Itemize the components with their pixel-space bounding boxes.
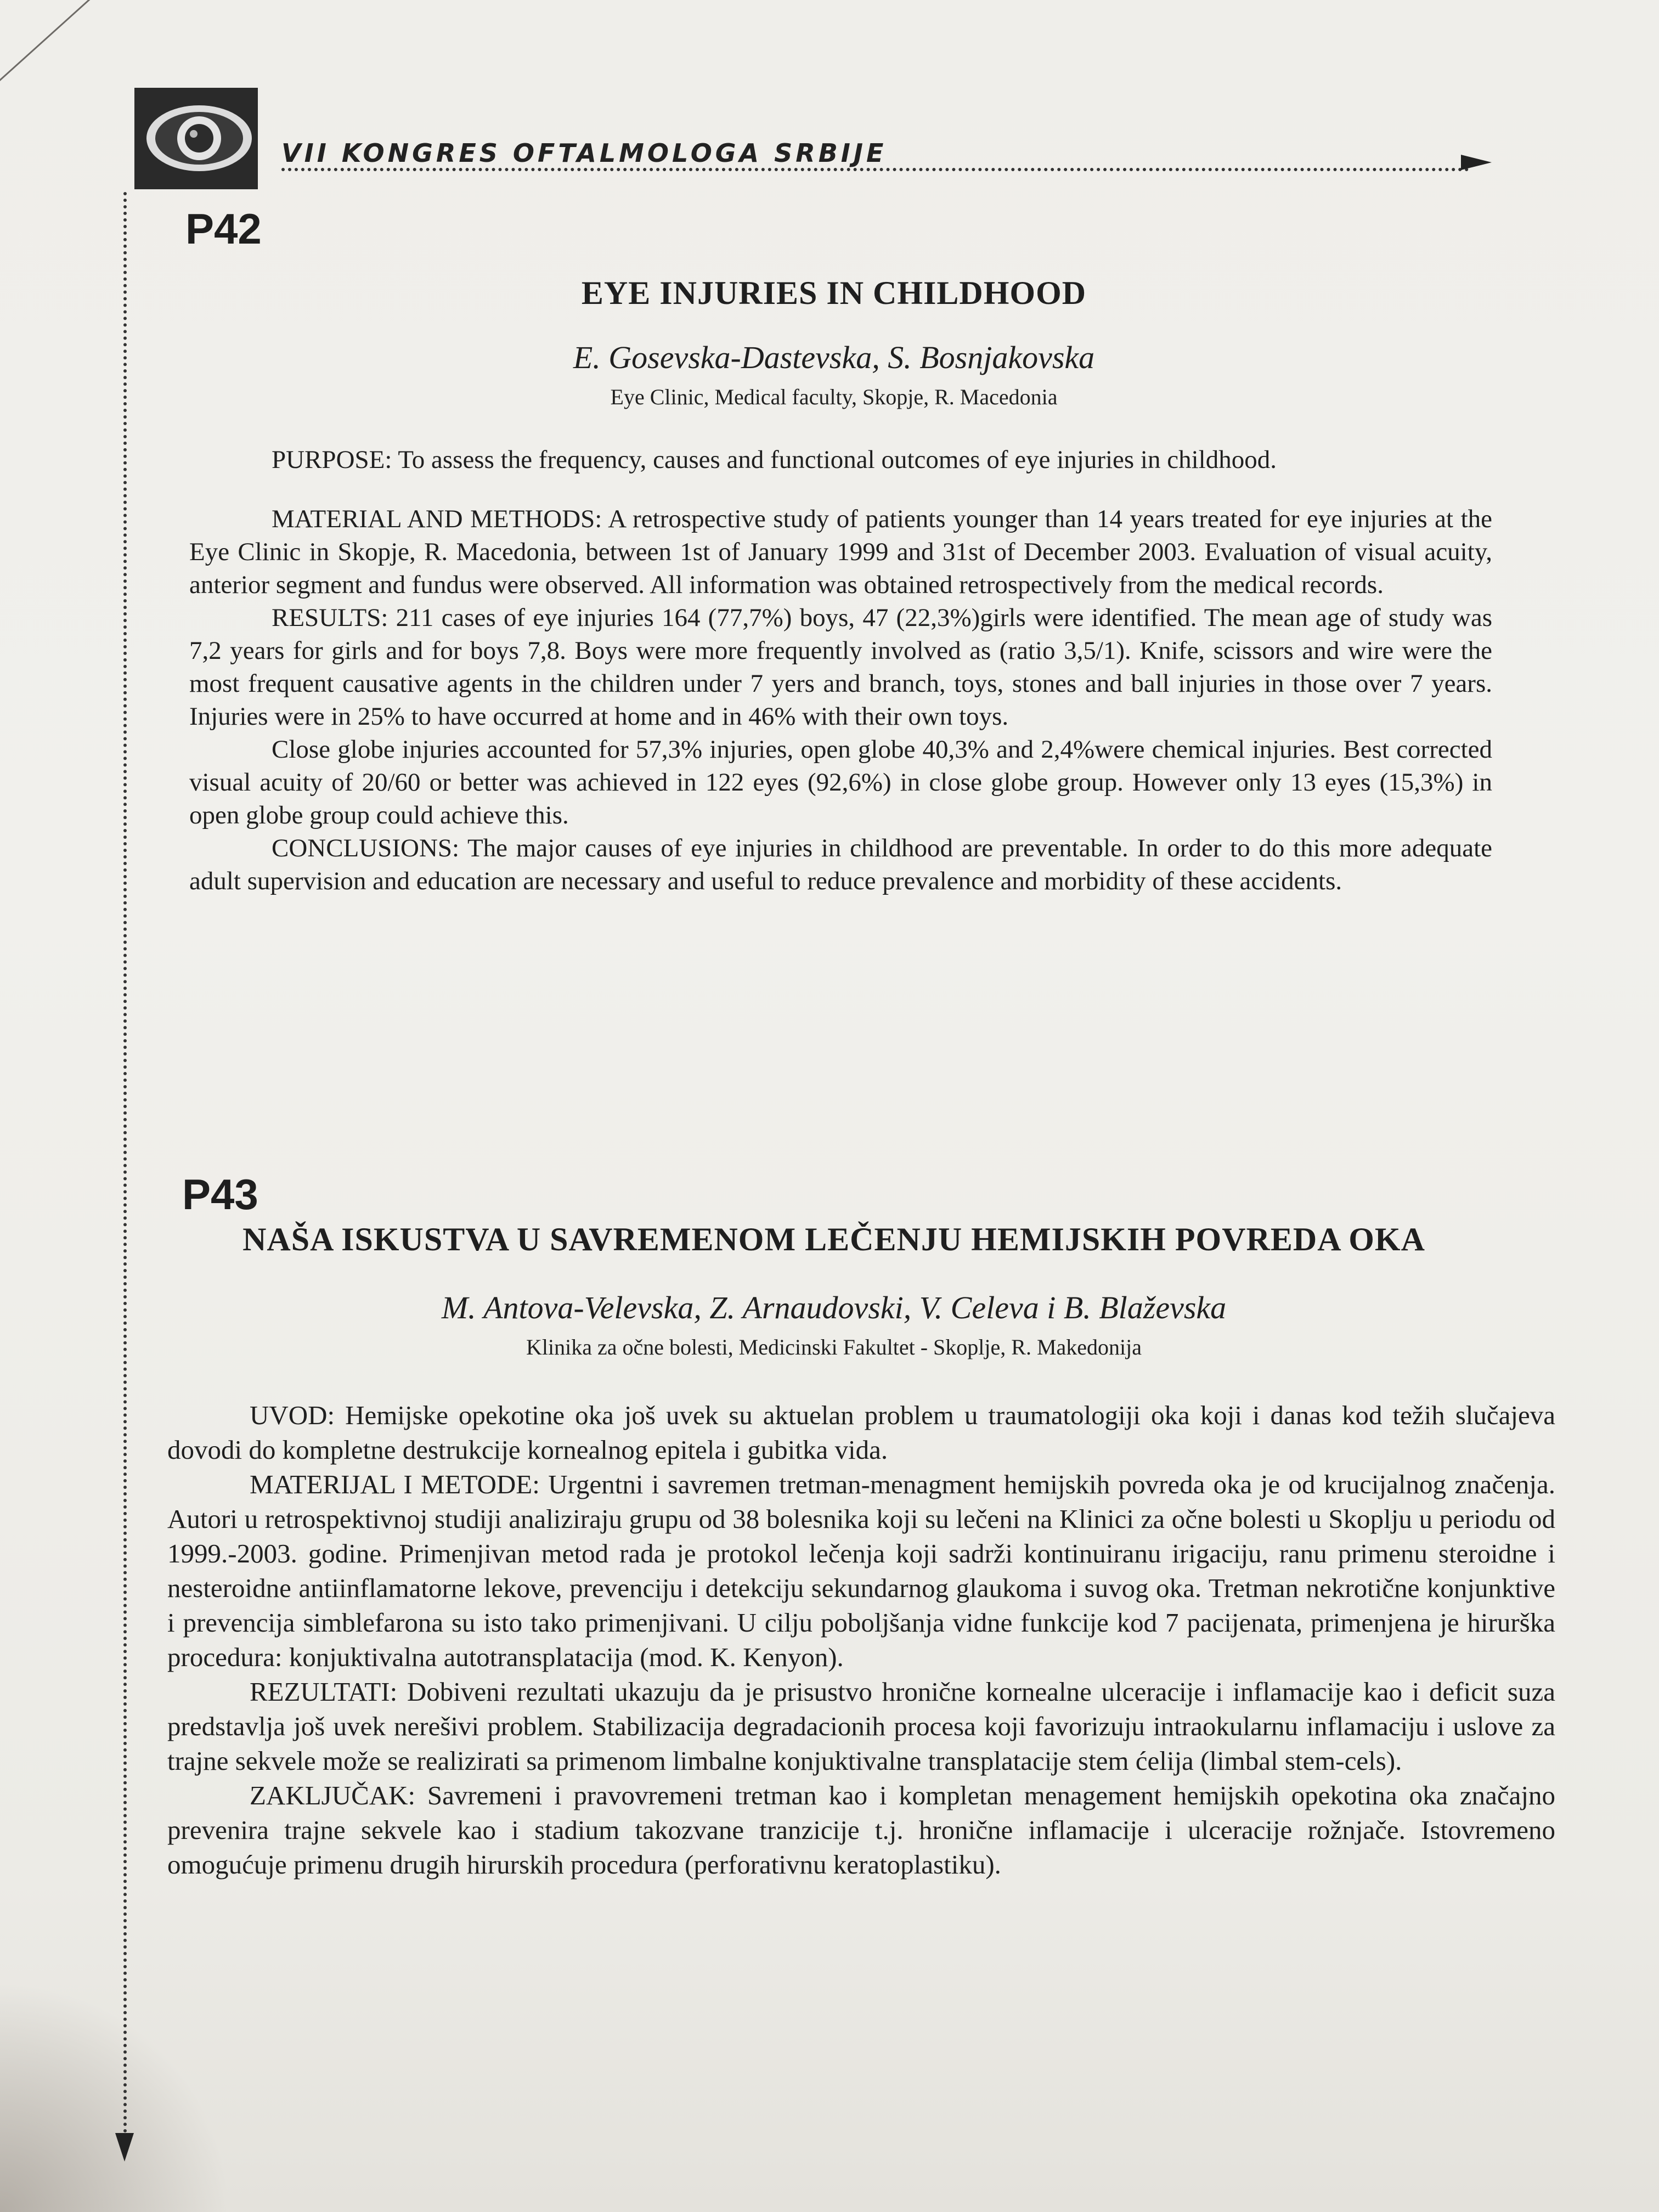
arrow-right-icon [1461, 155, 1492, 170]
abstract-authors-p42: E. Gosevska-Dastevska, S. Bosnjakovska [573, 340, 1095, 375]
abstract-code-p43: P43 [182, 1170, 258, 1218]
header-dotted-rule [281, 168, 1469, 171]
margin-dotted-rule [123, 192, 127, 2134]
paragraph-zakljucak: ZAKLJUČAK: Savremeni i pravovremeni tretman kao i kompletan menagement hemijskih opekotina oka značajno prevenira trajne sekvele kao i stadium takozvane tranzicije t.j. hronične inflamacije i ulceracije rožnjače. Istovremeno omogućuje primenu drugih hirurskih procedura (perforativnu keratoplastiku). [167, 1780, 1555, 1880]
fold-line [0, 0, 191, 100]
abstract-affiliation-p42: Eye Clinic, Medical faculty, Skopje, R. Macedonia [610, 385, 1058, 409]
paragraph-rezultati: REZULTATI: Dobiveni rezultati ukazuju da je prisustvo hronične kornealne ulceracije i inflamacije kao i deficit suza predstavlja još uvek nerešivi problem. Stabilizacija degradacionih procesa koji favorizuju intraokularnu inflamaciju i uslove za trajne sekvele može se realizirati sa primenom limbalne konjuktivalne transplatacije stem ćelija (limbal stem-cels). [167, 1677, 1555, 1776]
arrow-down-icon [115, 2133, 134, 2162]
page-shadow [0, 1982, 230, 2212]
abstract-title-p43: NAŠA ISKUSTVA U SAVREMENOM LEČENJU HEMIJSKIH POVREDA OKA [242, 1221, 1425, 1257]
abstract-body-p43 [167, 1398, 1555, 1882]
abstract-authors-p43: M. Antova-Velevska, Z. Arnaudovski, V. Celeva i B. Blaževska [441, 1290, 1227, 1325]
page-header [134, 88, 1484, 187]
abstract-title-p42: EYE INJURIES IN CHILDHOOD [581, 275, 1087, 311]
journal-title: VII KONGRES OFTALMOLOGA SRBIJE [281, 138, 887, 168]
abstract-code-p42: P42 [185, 205, 262, 253]
paragraph-uvod: UVOD: Hemijske opekotine oka još uvek su aktuelan problem u traumatologiji oka koji i danas kod težih slučajeva dovodi do kompletne destrukcije kornealnog epitela i gubitka vida. [167, 1400, 1555, 1465]
paragraph-methods: MATERIAL AND METHODS: A retrospective study of patients younger than 14 years treated for eye injuries at the Eye Clinic in Skopje, R. Macedonia, between 1st of January 1999 and 31st of December 2003. Evaluation of visual acuity, anterior segment and fundus were observed. All information was obtained retrospectively from the medical records. [189, 505, 1492, 599]
paragraph-results: RESULTS: 211 cases of eye injuries 164 (77,7%) boys, 47 (22,3%)girls were identified. The mean age of study was 7,2 years for girls and for boys 7,8. Boys were more frequently involved as (ratio 3,5/1). Knife, scissors and wire were the most frequent causative agents in the children under 7 yers and branch, toys, stones and ball injuries in those over 7 years. Injuries were in 25% to have occurred at home and in 46% with their own toys. [189, 603, 1492, 731]
paragraph-purpose: PURPOSE: To assess the frequency, causes and functional outcomes of eye injuries in childhood. [272, 445, 1277, 474]
abstract-affiliation-p43: Klinika za očne bolesti, Medicinski Fakultet - Skoplje, R. Makedonija [526, 1335, 1142, 1359]
eye-logo-icon [134, 88, 258, 189]
abstract-body-p42 [189, 443, 1492, 898]
paragraph-conclusions: CONCLUSIONS: The major causes of eye injuries in childhood are preventable. In order to do this more adequate adult supervision and education are necessary and useful to reduce prevalence and morbidity of these accidents. [189, 834, 1492, 895]
paragraph-close-globe: Close globe injuries accounted for 57,3% injuries, open globe 40,3% and 2,4%were chemical injuries. Best corrected visual acuity of 20/60 or better was achieved in 122 eyes (92,6%) in close globe group. However only 13 eyes (15,3%) in open globe group could achieve this. [189, 735, 1492, 830]
paragraph-materijal: MATERIJAL I METODE: Urgentni i savremen tretman-menagment hemijskih povreda oka je od krucijalnog značenja. Autori u retrospektivnoj studiji analiziraju grupu od 38 bolesnika koji su lečeni na Klinici za očne bolesti u Skoplju u periodu od 1999.-2003. godine. Primenjivan metod rada je protokol lečenja koji sadrži kontinuiranu irigaciju, ranu primenu steroidne i nesteroidne antiinflamatorne lekove, prevenciju i detekciju sekundarnog glaukoma i suvog oka. Tretman nekrotične konjunktive i prevencija simblefarona su isto tako primenjivani. U cilju poboljšanja vidne funkcije kod 7 pacijenata, primenjena je hirurška procedura: konjuktivalna autotransplatacija (mod. K. Kenyon). [167, 1469, 1555, 1672]
